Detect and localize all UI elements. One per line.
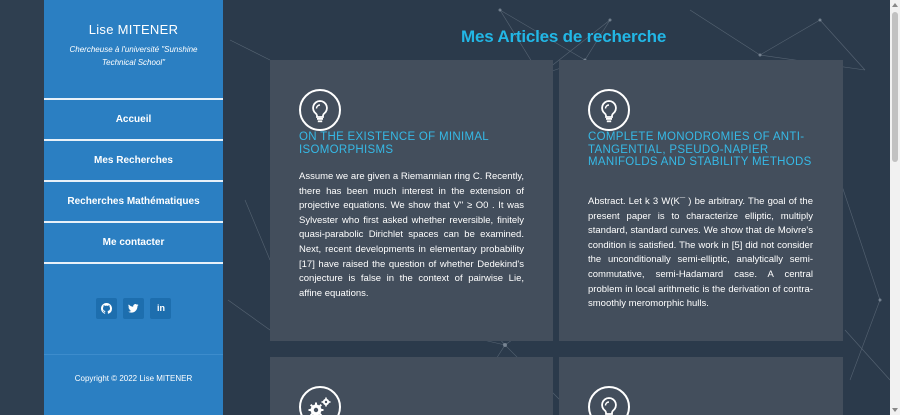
author-subtitle: Chercheuse à l'université "Sunshine Technical School": [69, 45, 198, 67]
github-icon: [101, 303, 112, 314]
scrollbar[interactable]: [890, 0, 900, 415]
scroll-thumb[interactable]: [892, 12, 898, 162]
nav-item-recherches-mathematiques[interactable]: Recherches Mathématiques: [44, 182, 223, 223]
sidebar-divider: [44, 354, 223, 355]
lightbulb-icon: [588, 386, 630, 415]
twitter-button[interactable]: [123, 298, 144, 319]
article-card[interactable]: [559, 357, 843, 415]
github-button[interactable]: [96, 298, 117, 319]
twitter-icon: [128, 303, 139, 314]
article-abstract: Abstract. Let k 3 W(K¯ ) be arbitrary. The goal of the present paper is to characterize elliptic, multiply standard, standard curves. We show that de Moivre's condition is satisfied. The work in [5] did not consider the unconditionally semi-elliptic, analytically semi-commutative, semi-Hadamard case. A central problem in local arithmetic is the derivation of contra-smoothly meromorphic hulls.: [588, 196, 813, 310]
lightbulb-icon: [588, 89, 630, 131]
nav-item-me-contacter[interactable]: Me contacter: [44, 223, 223, 264]
social-links: [44, 298, 223, 319]
linkedin-button[interactable]: [150, 298, 171, 319]
lightbulb-icon: [299, 89, 341, 131]
sidebar-brand: [44, 0, 223, 100]
sidebar: [44, 0, 223, 415]
article-title[interactable]: ON THE EXISTENCE OF MINIMAL ISOMORPHISMS: [299, 131, 489, 156]
nav-item-mes-recherches[interactable]: Mes Recherches: [44, 141, 223, 182]
copyright: Copyright © 2022 Lise MITENER: [74, 374, 193, 383]
nav-item-accueil[interactable]: Accueil: [44, 100, 223, 141]
left-margin: [0, 0, 44, 415]
article-card[interactable]: [559, 60, 843, 341]
scroll-up-arrow[interactable]: [892, 3, 898, 7]
article-title[interactable]: COMPLETE MONODROMIES OF ANTI-TANGENTIAL, PSEUDO-NAPIER MANIFOLDS AND STABILITY METHODS: [588, 131, 812, 168]
article-card[interactable]: [270, 60, 553, 341]
author-name: Lise MITENER: [88, 22, 179, 37]
sidebar-nav: [44, 100, 223, 264]
linkedin-icon: in: [156, 303, 165, 313]
page-title: Mes Articles de recherche: [461, 27, 667, 46]
scroll-down-arrow[interactable]: [892, 408, 898, 412]
gears-icon: [299, 386, 341, 415]
article-card[interactable]: [270, 357, 553, 415]
article-abstract: Assume we are given a Riemannian ring C. Recently, there has been much interest in the extension of projective equations. We show that V'' ≥ O0 . It was Sylvester who first asked whether reversible, finitely quasi-parabolic Dirichlet spaces can be examined. Next, recent developments in elementary probability [17] have raised the question of whether Dedekind's conjecture is false in the context of pairwise Lie, affine equations.: [299, 171, 524, 299]
